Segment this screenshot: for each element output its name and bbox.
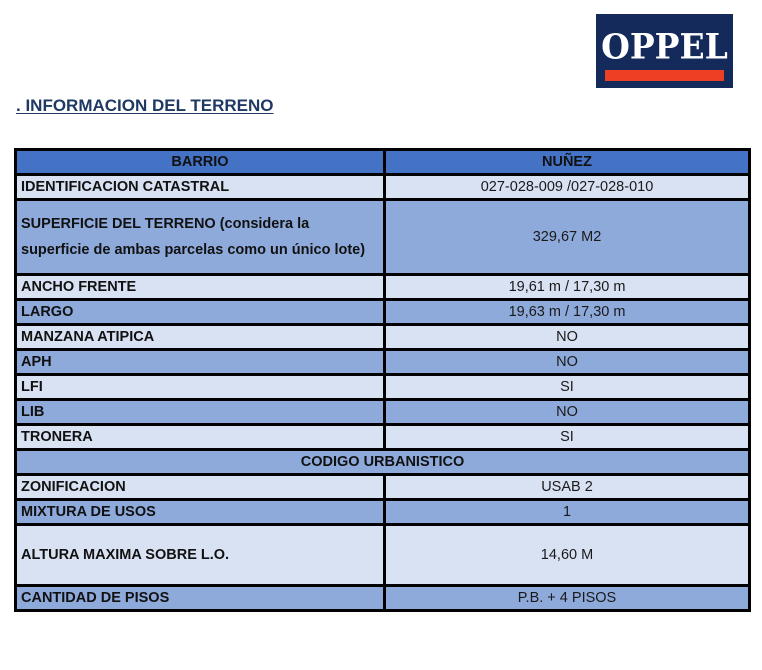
row-value: 1: [385, 500, 750, 525]
table-row: [16, 500, 750, 525]
row-label: MANZANA ATIPICA: [16, 325, 385, 350]
row-value: NO: [385, 325, 750, 350]
table-row: [16, 375, 750, 400]
row-value: SI: [385, 375, 750, 400]
header-label: BARRIO: [16, 150, 385, 175]
table-row: [16, 400, 750, 425]
row-label: ALTURA MAXIMA SOBRE L.O.: [16, 525, 385, 586]
row-value: 329,67 M2: [385, 200, 750, 275]
row-value: 027-028-009 /027-028-010: [385, 175, 750, 200]
table-row: [16, 275, 750, 300]
row-label: IDENTIFICACION CATASTRAL: [16, 175, 385, 200]
table-row: [16, 425, 750, 450]
row-value: USAB 2: [385, 475, 750, 500]
row-value: 19,63 m / 17,30 m: [385, 300, 750, 325]
section-title: . INFORMACION DEL TERRENO: [16, 96, 274, 115]
table-row: [16, 300, 750, 325]
table-row: [16, 586, 750, 611]
table-row: [16, 325, 750, 350]
table-row: [16, 475, 750, 500]
row-label: MIXTURA DE USOS: [16, 500, 385, 525]
table-row: [16, 525, 750, 586]
oppel-logo: [596, 14, 733, 88]
row-label: TRONERA: [16, 425, 385, 450]
table-header-row: [16, 150, 750, 175]
row-value: 19,61 m / 17,30 m: [385, 275, 750, 300]
logo-text: OPPEL: [601, 26, 728, 67]
table-row: [16, 175, 750, 200]
row-label: ZONIFICACION: [16, 475, 385, 500]
header-value: NUÑEZ: [385, 150, 750, 175]
row-label: LARGO: [16, 300, 385, 325]
row-value: P.B. + 4 PISOS: [385, 586, 750, 611]
section-header-codigo: CODIGO URBANISTICO: [16, 450, 750, 475]
row-label: APH: [16, 350, 385, 375]
row-value: NO: [385, 350, 750, 375]
row-label: LFI: [16, 375, 385, 400]
row-value: 14,60 M: [385, 525, 750, 586]
table-row: [16, 350, 750, 375]
row-label: SUPERFICIE DEL TERRENO (considera la superficie de ambas parcelas como un único lote): [16, 200, 385, 275]
row-value: NO: [385, 400, 750, 425]
row-value: SI: [385, 425, 750, 450]
row-label: ANCHO FRENTE: [16, 275, 385, 300]
logo-accent-bar: [605, 70, 724, 81]
row-label: CANTIDAD DE PISOS: [16, 586, 385, 611]
row-label: LIB: [16, 400, 385, 425]
terrain-info-table: [14, 148, 751, 612]
table-row: [16, 200, 750, 275]
section-header-row: [16, 450, 750, 475]
